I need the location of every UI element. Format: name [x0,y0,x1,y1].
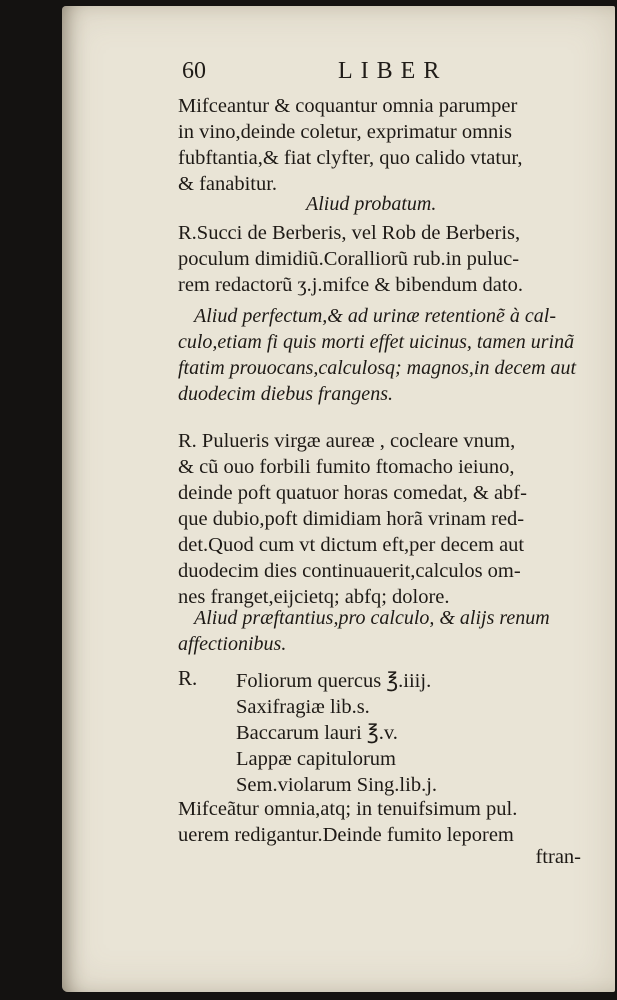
text-line: culo,etiam fi quis morti effet uicinus, tamen urinã [178,331,575,353]
heading-aliud-perfectum [178,303,577,407]
text-line: que dubio,poft dimidiam horã vrinam red- [178,508,525,530]
text-line: duodecim dies continuauerit,calculos om- [178,560,521,582]
recipe-list [236,668,437,798]
paragraph-1 [178,93,522,197]
text-line: nes franget,eijcietq; abfq; dolore. [178,586,450,608]
text-line: Aliud præftantius,pro calculo, & alijs renum [194,607,550,629]
text-line: ftatim prouocans,calculosq; magnos,in decem aut [178,357,577,379]
heading-aliud-praestantius [178,605,550,657]
text-line: in vino,deinde coletur, exprimatur omnis [178,121,512,143]
recipe-item: Sem.violarum Sing.lib.j. [236,774,438,796]
text-line: & cũ ouo forbili fumito ftomacho ieiuno, [178,456,515,478]
catchword: ftran- [535,846,581,868]
text-line: affectionibus. [178,633,287,655]
text-line: duodecim diebus frangens. [178,383,393,405]
heading-aliud-probatum: Aliud probatum. [306,193,437,215]
recipe-item: Baccarum lauri ℥.v. [236,722,398,744]
text-line: poculum dimidiũ.Coralliorũ rub.in puluc- [178,248,520,270]
recipe-symbol: R. [178,666,198,690]
paragraph-4 [178,796,517,848]
text-line: & fanabitur. [178,173,278,195]
paragraph-3 [178,428,527,610]
paragraph-2 [178,220,523,298]
text-line: det.Quod cum vt dictum eft,per decem aut [178,534,525,556]
recipe-item: Lappæ capitulorum [236,748,396,770]
text-line: Mifceãtur omnia,atq; in tenuifsimum pul. [178,798,518,820]
text-line: uerem redigantur.Deinde fumito leporem [178,824,514,846]
text-line: deinde poft quatuor horas comedat, & abf- [178,482,527,504]
recipe-item: Saxifragiæ lib.s. [236,696,370,718]
text-line: rem redactorũ ʒ.j.mifce & bibendum dato. [178,274,523,296]
running-title: LIBER [338,58,448,84]
text-line: fubftantia,& fiat clyfter, quo calido vtatur, [178,147,523,169]
recipe-item: Foliorum quercus ℥.iiij. [236,670,432,692]
page-number: 60 [182,58,206,84]
text-line: R.Succi de Berberis, vel Rob de Berberis, [178,222,521,244]
text-line: Mifceantur & coquantur omnia parumper [178,95,518,117]
text-line: R. Pulueris virgæ aureæ , cocleare vnum, [178,430,516,452]
text-line: Aliud perfectum,& ad urinæ retentionẽ à cal- [194,305,556,327]
